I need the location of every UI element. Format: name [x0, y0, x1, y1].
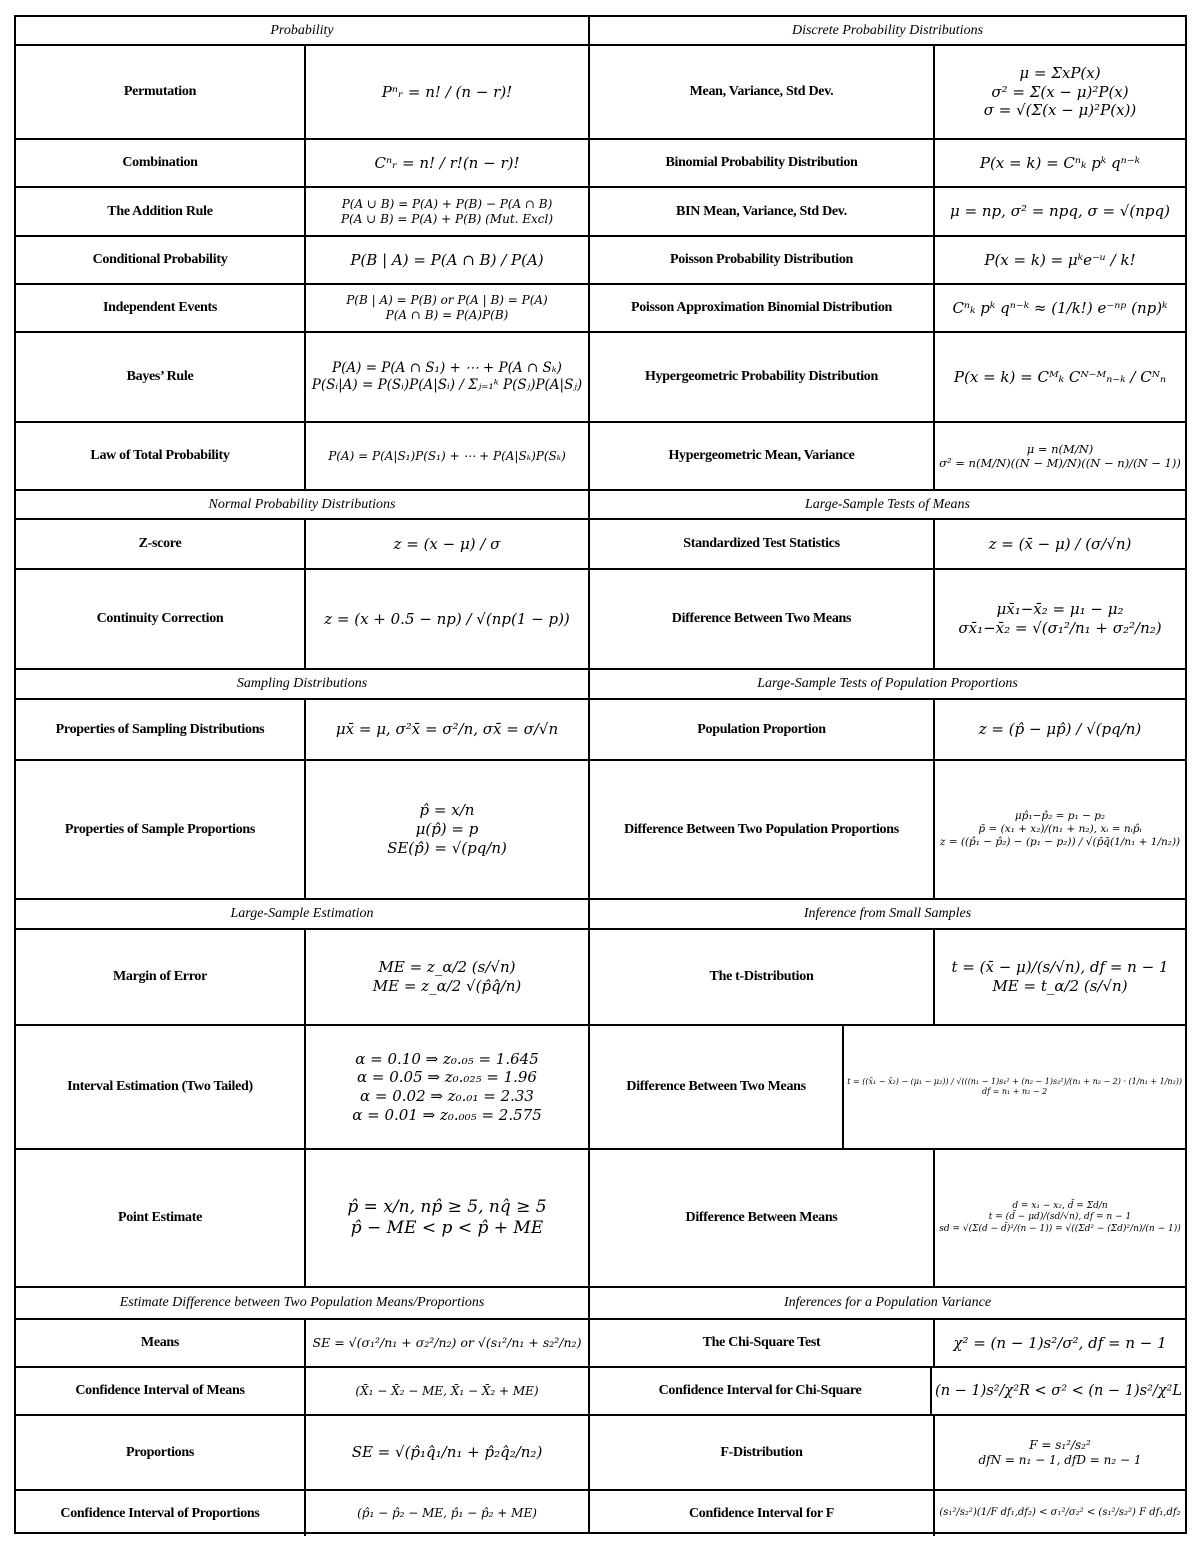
- formula-row: [16, 1491, 588, 1536]
- formula-row: [16, 333, 588, 423]
- formula-row: [590, 46, 1185, 140]
- formula-line: z = (x + 0.5 − np) / √(np(1 − p)): [324, 609, 570, 628]
- formula-name: Population Proportion: [590, 700, 935, 759]
- formula-cell: [306, 285, 588, 331]
- formula-line: P(Sᵢ|A) = P(Sᵢ)P(A|Sᵢ) / Σⱼ₌₁ᵏ P(Sⱼ)P(A|Sⱼ): [311, 377, 583, 393]
- formula-name: Means: [16, 1320, 306, 1366]
- formula-line: μ = n(M/N): [1026, 441, 1094, 456]
- section-title-normal-probability-distributions: Normal Probability Distributions: [16, 491, 588, 520]
- formula-name: The Addition Rule: [16, 188, 306, 235]
- formula-name: Binomial Probability Distribution: [590, 140, 935, 186]
- formula-cell: [306, 1150, 588, 1286]
- formula-name: Proportions: [16, 1416, 306, 1489]
- formula-name: Combination: [16, 140, 306, 186]
- formula-line: ME = z_α/2 (s/√n): [378, 958, 516, 977]
- formula-row: [16, 761, 588, 900]
- formula-line: ME = t_α/2 (s/√n): [992, 977, 1128, 995]
- formula-cell: [935, 520, 1185, 568]
- formula-name: Confidence Interval of Means: [16, 1368, 306, 1414]
- formula-line: χ² = (n − 1)s²/σ², df = n − 1: [953, 1333, 1167, 1352]
- formula-cell: [306, 423, 588, 489]
- formula-line: μx̄ = μ, σ²x̄ = σ²/n, σx̄ = σ/√n: [335, 720, 559, 739]
- formula-cell: [306, 761, 588, 898]
- formula-row: [590, 188, 1185, 237]
- formula-line: p̂ = x/n: [419, 801, 475, 820]
- formula-cell: [306, 520, 588, 568]
- formula-line: P(x = k) = Cᴹₖ Cᴺ⁻ᴹₙ₋ₖ / Cᴺₙ: [953, 367, 1167, 386]
- formula-name: Bayes’ Rule: [16, 333, 306, 421]
- section-title-inference-from-small-samples: Inference from Small Samples: [590, 900, 1185, 930]
- formula-cell: [306, 930, 588, 1024]
- formula-row: [590, 1150, 1185, 1288]
- formula-line: σ² = n(M/N)((N − M)/N)((N − n)/(N − 1)): [939, 456, 1181, 470]
- formula-name: Difference Between Two Means: [590, 1026, 844, 1148]
- formula-line: α = 0.10 ⇒ z₀.₀₅ = 1.645: [355, 1049, 539, 1068]
- formula-row: [16, 1320, 588, 1368]
- formula-line: sd = √(Σ(d − d̄)²/(n − 1)) = √((Σd² − (Σd)²/n)/(n − 1)): [939, 1223, 1181, 1234]
- formula-cell: [306, 237, 588, 283]
- formula-row: [590, 520, 1185, 570]
- formula-row: [16, 140, 588, 188]
- formula-line: t = (d̄ − μd)/(sd/√n), df = n − 1: [988, 1212, 1132, 1223]
- formula-row: [590, 1368, 1185, 1416]
- section-title-probability: Probability: [16, 17, 588, 46]
- formula-cell: [935, 237, 1185, 283]
- formula-line: P(A ∪ B) = P(A) + P(B) (Mut. Excl): [340, 211, 554, 226]
- formula-cell: [844, 1026, 1185, 1148]
- formula-row: [16, 46, 588, 140]
- section-title-large-sample-estimation: Large-Sample Estimation: [16, 900, 588, 930]
- formula-line: P(A) = P(A|S₁)P(S₁) + ⋯ + P(A|Sₖ)P(Sₖ): [328, 448, 566, 463]
- formula-line: F = s₁²/s₂²: [1029, 1437, 1091, 1452]
- formula-line: SE = √(σ₁²/n₁ + σ₂²/n₂) or √(s₁²/n₁ + s₂²/n₂): [312, 1335, 582, 1351]
- formula-line: μp̂₁−p̂₂ = p₁ − p₂: [1014, 809, 1106, 822]
- formula-row: [590, 1491, 1185, 1536]
- formula-line: z = (x̄ − μ) / (σ/√n): [988, 534, 1132, 553]
- formula-line: α = 0.02 ⇒ z₀.₀₁ = 2.33: [360, 1087, 534, 1105]
- formula-row: [16, 1026, 588, 1150]
- formula-cell: [935, 285, 1185, 331]
- formula-row: [590, 930, 1185, 1026]
- left-column: [16, 17, 588, 1532]
- formula-row: [16, 237, 588, 285]
- formula-cell: [932, 1368, 1185, 1414]
- formula-cell: [935, 761, 1185, 898]
- formula-line: P(x = k) = μᵏe⁻ᵘ / k!: [984, 250, 1136, 269]
- formula-name: Mean, Variance, Std Dev.: [590, 46, 935, 138]
- formula-name: Confidence Interval for Chi-Square: [590, 1368, 932, 1414]
- formula-line: σx̄₁−x̄₂ = √(σ₁²/n₁ + σ₂²/n₂): [958, 619, 1162, 637]
- formula-cell: [935, 140, 1185, 186]
- formula-row: [590, 700, 1185, 761]
- formula-row: [590, 1026, 1185, 1150]
- formula-cell: [306, 333, 588, 421]
- formula-line: z = ((p̂₁ − p̂₂) − (p₁ − p₂)) / √(p̄q̄(1/n₁ + 1/n₂)): [939, 836, 1181, 849]
- formula-cell: [306, 1026, 588, 1148]
- formula-line: z = (x − μ) / σ: [393, 534, 501, 553]
- formula-row: [590, 761, 1185, 900]
- formula-line: df = n₁ + n₂ − 2: [981, 1087, 1048, 1096]
- formula-line: P(B | A) = P(A ∩ B) / P(A): [350, 250, 544, 269]
- formula-line: μ = ΣxP(x): [1019, 63, 1101, 82]
- formula-line: P(A ∩ B) = P(A)P(B): [385, 308, 509, 322]
- formula-line: μ(p̂) = p: [415, 820, 479, 839]
- formula-cell: [306, 1416, 588, 1489]
- formula-line: p̂ − ME < p < p̂ + ME: [350, 1218, 544, 1238]
- formula-line: Pⁿᵣ = n! / (n − r)!: [381, 82, 513, 101]
- formula-line: dfN = n₁ − 1, dfD = n₂ − 1: [978, 1452, 1142, 1467]
- formula-cell: [306, 700, 588, 759]
- formula-row: [16, 1150, 588, 1288]
- formula-name: Z-score: [16, 520, 306, 568]
- formula-row: [16, 1368, 588, 1416]
- formula-line: σ² = Σ(x − μ)²P(x): [991, 82, 1129, 101]
- formula-line: SE(p̂) = √(pq/n): [387, 838, 507, 857]
- section-title-discrete-probability-distributions: Discrete Probability Distributions: [590, 17, 1185, 46]
- formula-name: Margin of Error: [16, 930, 306, 1024]
- formula-cell: [935, 1416, 1185, 1489]
- formula-name: Poisson Probability Distribution: [590, 237, 935, 283]
- formula-name: Interval Estimation (Two Tailed): [16, 1026, 306, 1148]
- section-title-sampling-distributions: Sampling Distributions: [16, 670, 588, 700]
- formula-row: [16, 930, 588, 1026]
- formula-cell: [935, 570, 1185, 668]
- formula-line: ME = z_α/2 √(p̂q̂/n): [372, 977, 522, 995]
- formula-name: Independent Events: [16, 285, 306, 331]
- formula-cell: [306, 1491, 588, 1536]
- formula-name: The t-Distribution: [590, 930, 935, 1024]
- formula-name: Poisson Approximation Binomial Distribution: [590, 285, 935, 331]
- formula-name: Properties of Sampling Distributions: [16, 700, 306, 759]
- formula-row: [590, 423, 1185, 491]
- formula-line: P(x = k) = Cⁿₖ pᵏ qⁿ⁻ᵏ: [979, 153, 1141, 172]
- formula-name: Law of Total Probability: [16, 423, 306, 489]
- formula-name: The Chi-Square Test: [590, 1320, 935, 1366]
- formula-line: p̂ = x/n, np̂ ≥ 5, nq̂ ≥ 5: [347, 1196, 547, 1217]
- formula-cell: [935, 930, 1185, 1024]
- formula-line: SE = √(p̂₁q̂₁/n₁ + p̂₂q̂₂/n₂): [351, 1443, 543, 1462]
- formula-row: [590, 1320, 1185, 1368]
- formula-name: F-Distribution: [590, 1416, 935, 1489]
- formula-name: Properties of Sample Proportions: [16, 761, 306, 898]
- formula-line: z = (p̂ − μp̂) / √(pq/n): [978, 720, 1142, 739]
- formula-name: Difference Between Two Means: [590, 570, 935, 668]
- formula-cell: [935, 46, 1185, 138]
- section-title-large-sample-tests-of-means: Large-Sample Tests of Means: [590, 491, 1185, 520]
- formula-line: (n − 1)s²/χ²R < σ² < (n − 1)s²/χ²L: [935, 1382, 1182, 1399]
- section-title-large-sample-tests-of-population-proportions: Large-Sample Tests of Population Proportions: [590, 670, 1185, 700]
- formula-cell: [935, 188, 1185, 235]
- formula-line: Cⁿₖ pᵏ qⁿ⁻ᵏ ≈ (1/k!) e⁻ⁿᵖ (np)ᵏ: [952, 298, 1168, 317]
- formula-cell: [306, 46, 588, 138]
- formula-name: Hypergeometric Probability Distribution: [590, 333, 935, 421]
- formula-line: t = ((x̄₁ − x̄₂) − (μ₁ − μ₂)) / √(((n₁ − 1)s₁² + (n₂ − 1)s₂²)/(n₁ + n₂ − 2) · (1/n₁ + 1/n₂)): [847, 1077, 1182, 1086]
- formula-line: (s₁²/s₂²)(1/F df₁,df₂) < σ₁²/σ₂² < (s₁²/s₂²) F df₁,df₂: [939, 1507, 1181, 1519]
- formula-line: (p̂₁ − p̂₂ − ME, p̂₁ − p̂₂ + ME): [357, 1506, 537, 1520]
- formula-name: Standardized Test Statistics: [590, 520, 935, 568]
- formula-cell: [935, 333, 1185, 421]
- formula-name: Difference Between Two Population Proportions: [590, 761, 935, 898]
- formula-line: P(A ∪ B) = P(A) + P(B) − P(A ∩ B): [341, 196, 553, 211]
- formula-row: [590, 1416, 1185, 1491]
- formula-name: Confidence Interval for F: [590, 1491, 935, 1536]
- formula-row: [16, 700, 588, 761]
- formula-row: [590, 140, 1185, 188]
- formula-row: [590, 570, 1185, 670]
- section-title-inferences-for-a-population-variance: Inferences for a Population Variance: [590, 1288, 1185, 1320]
- formula-cell: [306, 188, 588, 235]
- formula-cell: [935, 700, 1185, 759]
- formula-row: [16, 188, 588, 237]
- formula-name: Difference Between Means: [590, 1150, 935, 1286]
- formula-line: σ = √(Σ(x − μ)²P(x)): [983, 101, 1137, 120]
- formula-row: [16, 285, 588, 333]
- formula-row: [16, 423, 588, 491]
- formula-line: t = (x̄ − μ)/(s/√n), df = n − 1: [951, 958, 1169, 977]
- formula-line: p̄ = (x₁ + x₂)/(n₁ + n₂), xᵢ = nᵢp̂ᵢ: [978, 822, 1142, 835]
- formula-name: Conditional Probability: [16, 237, 306, 283]
- formula-line: μ = np, σ² = npq, σ = √(npq): [950, 202, 1170, 221]
- formula-cell: [935, 1491, 1185, 1536]
- formula-name: Confidence Interval of Proportions: [16, 1491, 306, 1536]
- formula-cell: [935, 1150, 1185, 1286]
- formula-row: [16, 1416, 588, 1491]
- formula-name: Permutation: [16, 46, 306, 138]
- formula-row: [16, 570, 588, 670]
- formula-line: (X̄₁ − X̄₂ − ME, X̄₁ − X̄₂ + ME): [355, 1383, 539, 1398]
- formula-cell: [306, 1368, 588, 1414]
- section-title-estimate-difference-between-two-population-means-proportions: Estimate Difference between Two Population Means/Proportions: [16, 1288, 588, 1320]
- formula-name: Point Estimate: [16, 1150, 306, 1286]
- formula-cell: [306, 570, 588, 668]
- formula-line: P(A) = P(A ∩ S₁) + ⋯ + P(A ∩ Sₖ): [332, 360, 562, 377]
- formula-cell: [306, 1320, 588, 1366]
- formula-cell: [306, 140, 588, 186]
- formula-line: μx̄₁−x̄₂ = μ₁ − μ₂: [996, 600, 1124, 619]
- formula-line: P(B | A) = P(B) or P(A | B) = P(A): [346, 293, 548, 307]
- formula-name: Hypergeometric Mean, Variance: [590, 423, 935, 489]
- formula-sheet: [14, 15, 1187, 1534]
- formula-line: Cⁿᵣ = n! / r!(n − r)!: [374, 153, 520, 172]
- formula-name: BIN Mean, Variance, Std Dev.: [590, 188, 935, 235]
- formula-row: [590, 285, 1185, 333]
- formula-cell: [935, 423, 1185, 489]
- formula-line: d = x₁ − x₂, d̄ = Σd/n: [1012, 1201, 1108, 1212]
- right-column: [588, 17, 1185, 1532]
- formula-cell: [935, 1320, 1185, 1366]
- formula-line: α = 0.05 ⇒ z₀.₀₂₅ = 1.96: [357, 1068, 537, 1087]
- formula-row: [590, 333, 1185, 423]
- formula-name: Continuity Correction: [16, 570, 306, 668]
- formula-line: α = 0.01 ⇒ z₀.₀₀₅ = 2.575: [352, 1105, 542, 1124]
- formula-row: [16, 520, 588, 570]
- formula-row: [590, 237, 1185, 285]
